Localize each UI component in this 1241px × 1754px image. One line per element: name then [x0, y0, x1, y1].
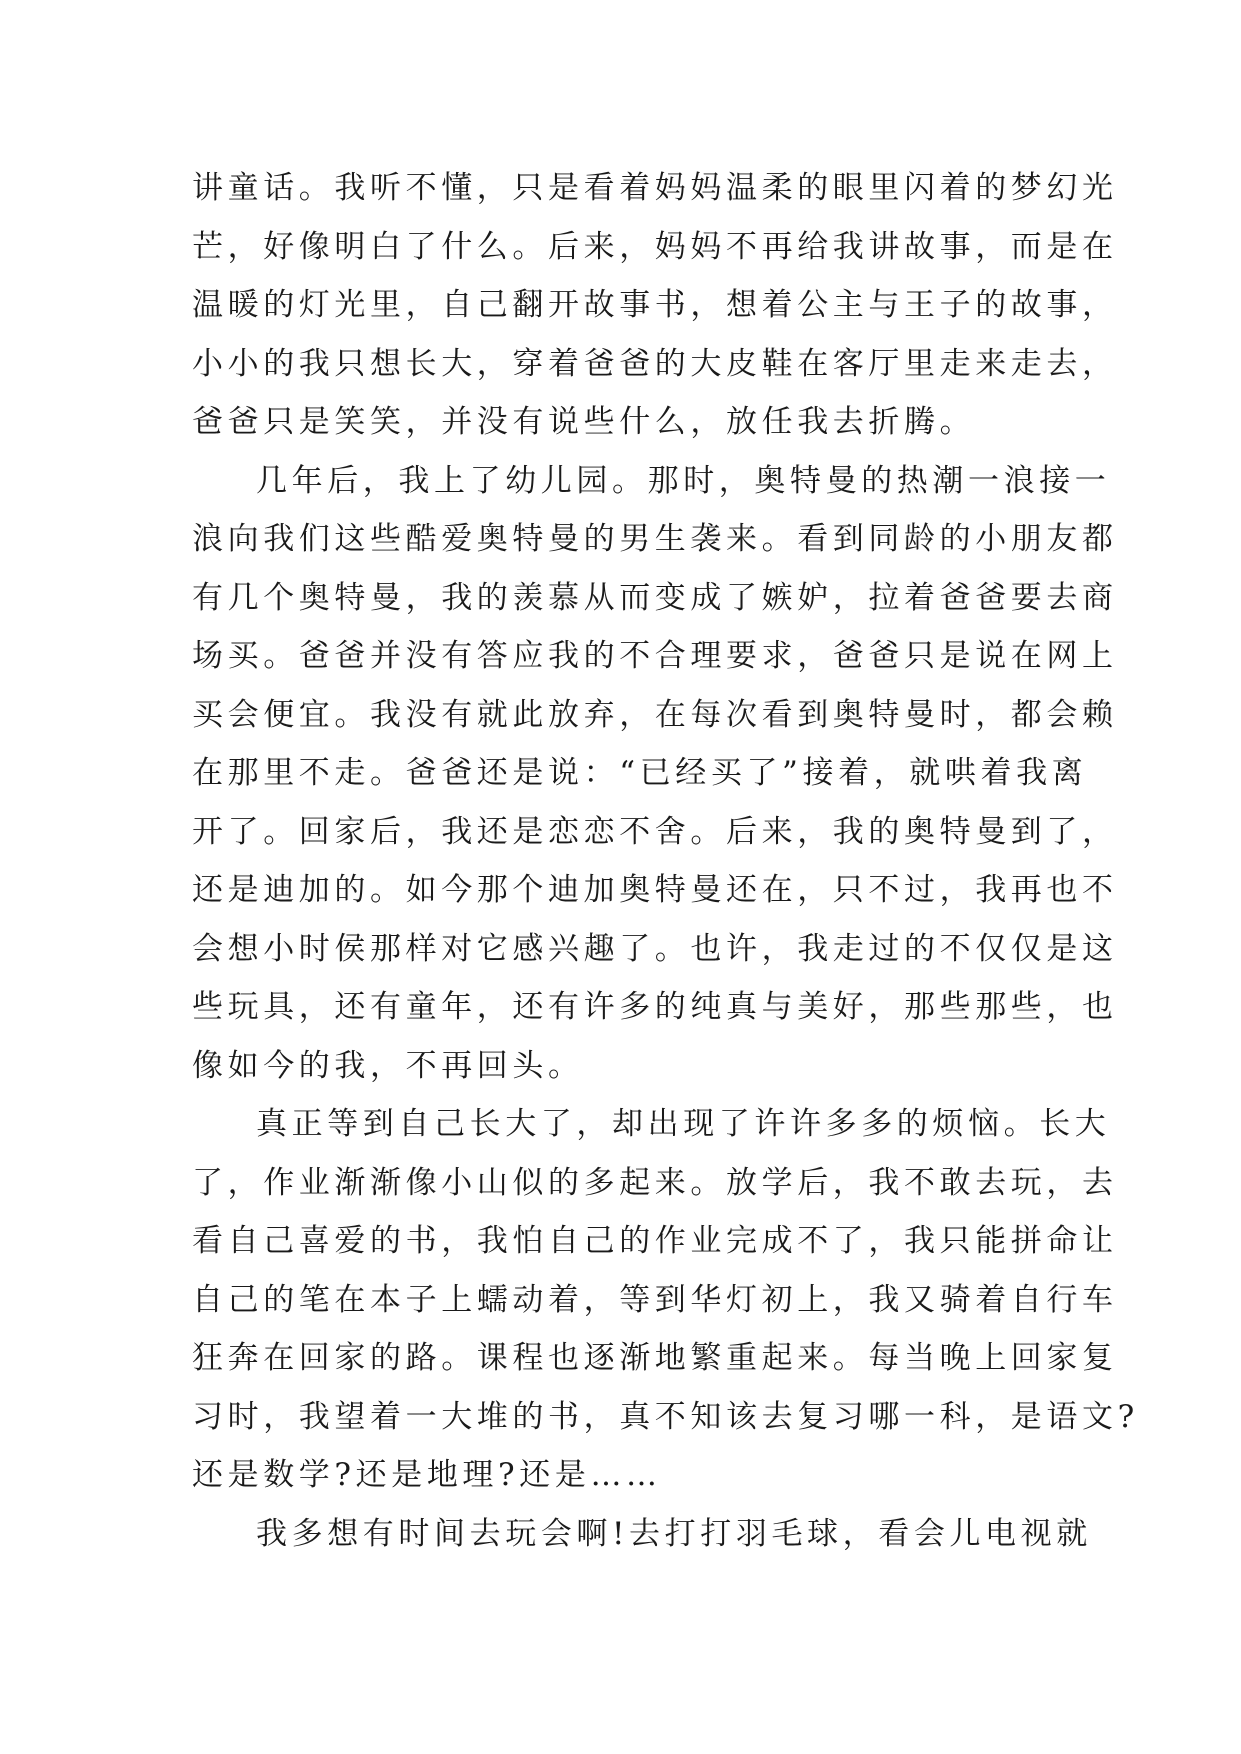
text-line: 了，作业渐渐像小山似的多起来。放学后，我不敢去玩，去	[192, 1164, 1118, 1201]
text-line: 看自己喜爱的书，我怕自己的作业完成不了，我只能拼命让	[192, 1223, 1118, 1259]
text-line: 真正等到自己长大了，却出现了许许多多的烦恼。长大	[256, 1106, 1111, 1142]
text-line: 浪向我们这些酷爱奥特曼的男生袭来。看到同龄的小朋友都	[192, 521, 1118, 557]
text-line: 爸爸只是笑笑，并没有说些什么，放任我去折腾。	[192, 404, 976, 440]
text-line: 在那里不走。爸爸还是说：“已经买了”接着，就哄着我离	[192, 755, 1088, 791]
text-line: 还是数学?还是地理?还是……	[192, 1457, 662, 1493]
text-line: 场买。爸爸并没有答应我的不合理要求，爸爸只是说在网上	[192, 638, 1118, 674]
text-line: 些玩具，还有童年，还有许多的纯真与美好，那些那些，也	[192, 989, 1118, 1025]
text-line: 狂奔在回家的路。课程也逐渐地繁重起来。每当晚上回家复	[192, 1340, 1118, 1376]
document-body	[192, 159, 1139, 1563]
text-line: 讲童话。我听不懂，只是看着妈妈温柔的眼里闪着的梦幻光	[192, 170, 1118, 206]
text-line: 开了。回家后，我还是恋恋不舍。后来，我的奥特曼到了，	[192, 813, 1118, 850]
text-line: 几年后，我上了幼儿园。那时，奥特曼的热潮一浪接一	[256, 462, 1111, 499]
text-line: 习时，我望着一大堆的书，真不知该去复习哪一科，是语文?	[192, 1398, 1139, 1435]
text-line: 会想小时侯那样对它感兴趣了。也许，我走过的不仅仅是这	[192, 930, 1118, 967]
text-line: 有几个奥特曼，我的羡慕从而变成了嫉妒，拉着爸爸要去商	[192, 579, 1118, 616]
text-line: 还是迪加的。如今那个迪加奥特曼还在，只不过，我再也不	[192, 872, 1118, 908]
text-line: 自己的笔在本子上蠕动着，等到华灯初上，我又骑着自行车	[192, 1281, 1118, 1318]
text-line: 温暖的灯光里，自己翻开故事书，想着公主与王子的故事，	[192, 287, 1118, 323]
text-line: 像如今的我，不再回头。	[192, 1047, 584, 1084]
text-line: 小小的我只想长大，穿着爸爸的大皮鞋在客厅里走来走去，	[192, 345, 1118, 382]
text-line: 我多想有时间去玩会啊!去打打羽毛球，看会儿电视就	[256, 1515, 1092, 1552]
text-line: 买会便宜。我没有就此放弃，在每次看到奥特曼时，都会赖	[192, 696, 1118, 733]
text-line: 芒，好像明白了什么。后来，妈妈不再给我讲故事，而是在	[192, 228, 1118, 265]
